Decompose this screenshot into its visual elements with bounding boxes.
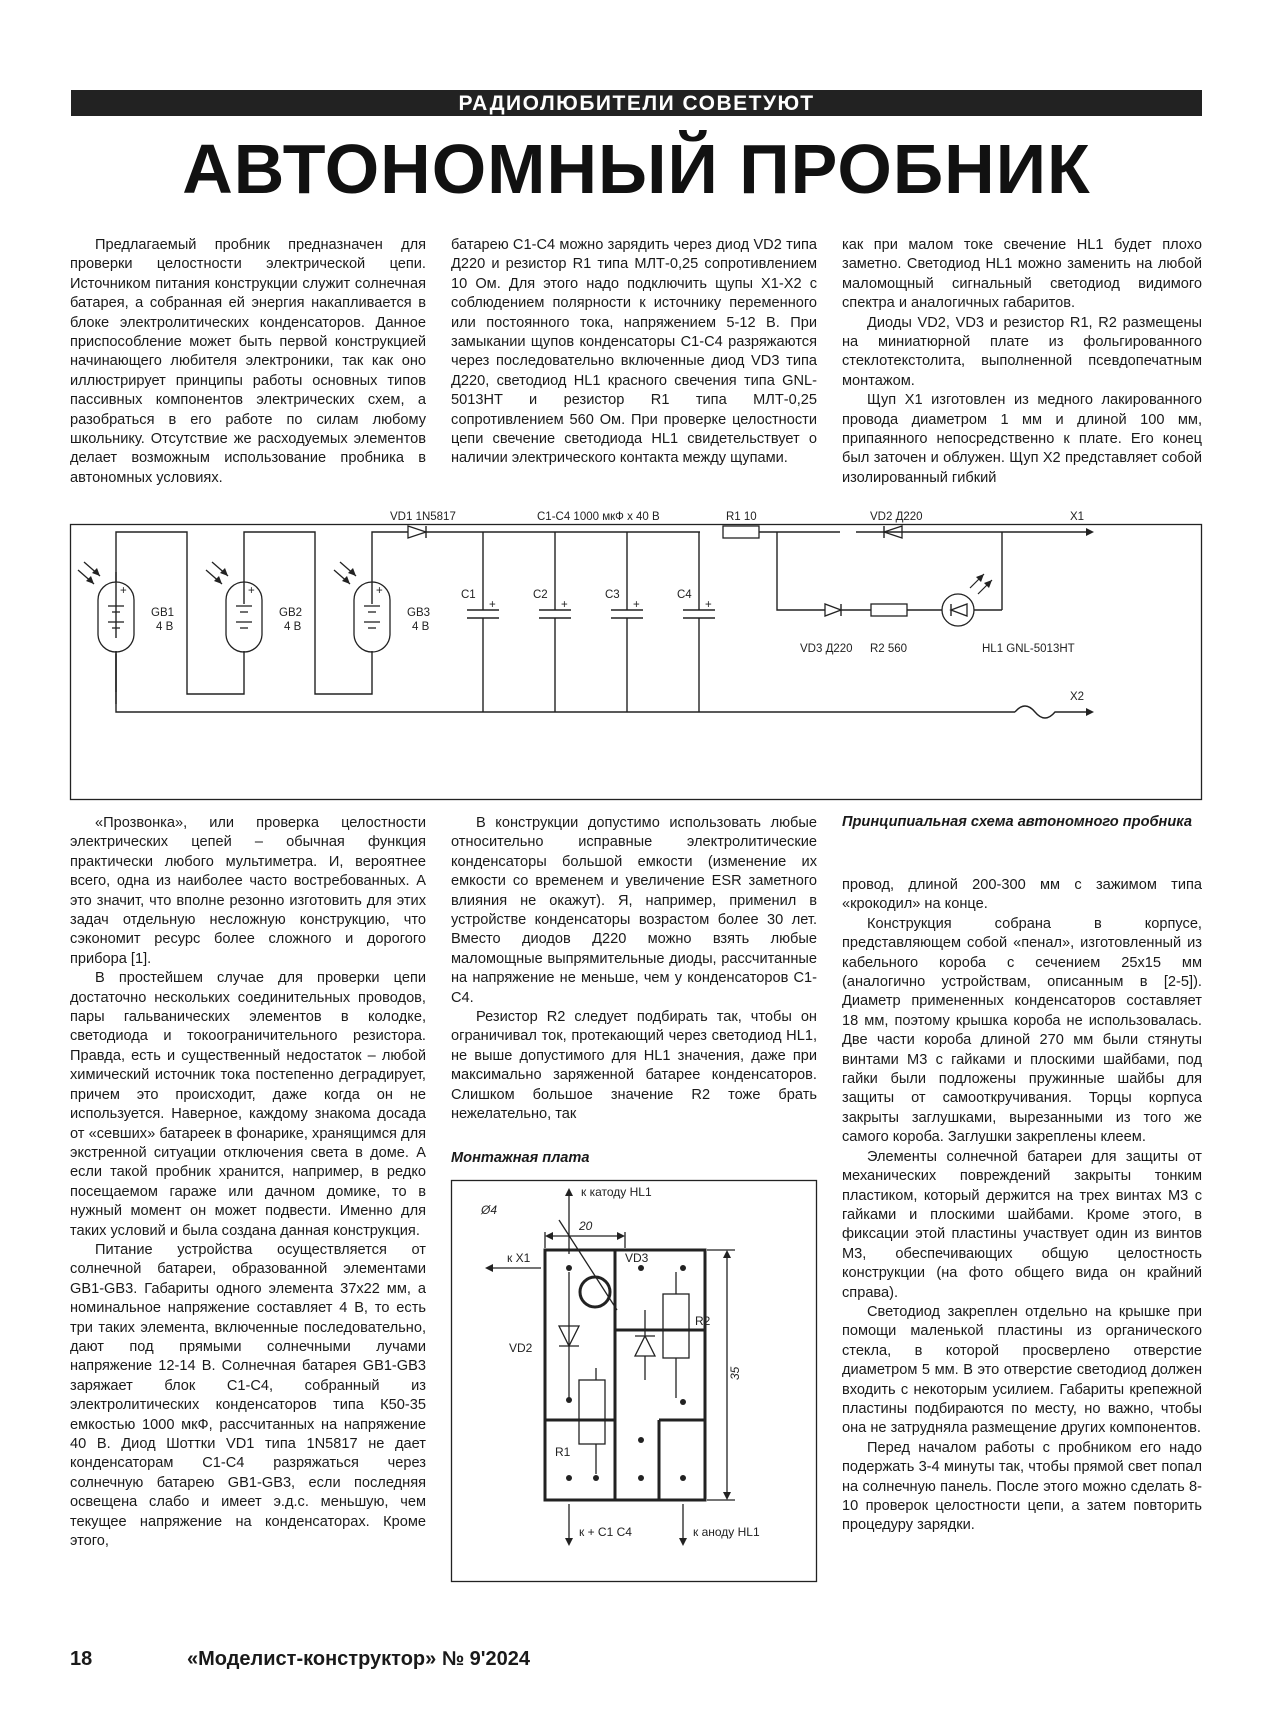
to-c1-label: к + C1 C4 [579,1525,632,1539]
plus-sign: + [376,585,383,597]
battery-name: GB3 [407,607,431,619]
to-cathode-label: к катоду HL1 [581,1185,652,1199]
label-c4: C4 [677,589,692,601]
circuit-schematic [70,511,1202,800]
circuit-board-drawing [451,1180,817,1582]
column-2-top [451,236,817,512]
paragraph: Предлагаемый пробник предназначен для проверки целостности электрической цепи. Источником питания конструкции служит солнечная батарея, а собранная ей энергия накапливается в блоке электролитических конденсаторов. Данное приспособление может быть первой конструкцией начинающего любителя электроники, так как оно иллюстрирует принципы работы основных типов пассивных компонентов электрических схем, а разобраться в его работе по силам любому школьнику. Отсутствие же расходуемых элементов делает возможным использование пробника в автономных условиях. [70,237,426,486]
plus-sign: + [120,585,127,597]
paragraph: Диоды VD2, VD3 и резистор R1, R2 размещены на миниатюрной плате из фольгированного стеклотекстолита, выполненной псевдопечатным монтажом. [842,314,1202,389]
column-1-top [70,236,426,512]
paragraph: Питание устройства осуществляется от солнечной батареи, образованной элементами GB1-GB3. Габариты одного элемента 37x22 мм, а номинальное напряжение составляет 4 В, то есть три таких элемента, включенные последовательно, дают под прямыми солнечными лучами напряжение 12-14 В. Солнечная батарея GB1-GB3 заряжает блок С1-С4, собранный из электролитических конденсаторов типа К50-35 емкостью 1000 мкФ, рассчитанных на напряжение 40 В. Диод Шоттки VD1 типа 1N5817 не дает конденсаторам С1-С4 разряжаться через солнечную батарею GB1-GB3, если последняя освещена слабо и имеет э.д.с. меньшую, чем текущее напряжение на конденсаторах. Кроме этого, [70,1241,426,1550]
label-c1: C1 [461,589,476,601]
column-1-bottom [70,814,426,1594]
vd3-label: VD3 [625,1251,649,1265]
page-number: 18 [70,1648,93,1670]
plus-sign: + [705,599,712,611]
column-3-top [842,236,1202,512]
board-caption: Монтажная плата [451,1150,590,1166]
paragraph: провод, длиной 200-300 мм с зажимом типа «крокодил» на конце. [842,877,1202,913]
x1-label: к Х1 [507,1251,531,1265]
width-dimension: 20 [579,1219,593,1233]
battery-name: GB2 [279,607,303,619]
label-c3: C3 [605,589,620,601]
plus-sign: + [248,585,255,597]
label-vd2: VD2 Д220 [870,511,923,523]
paragraph: Резистор R2 следует подбирать так, чтобы он ограничивал ток, протекающий через светодиод HL1, не выше допустимого для HL1 значения, даже при максимально заряженной батарее конденсаторов. Слишком большое значение R2 тоже брать нежелательно, так [451,1009,817,1123]
paragraph: В простейшем случае для проверки цепи достаточно нескольких соединительных проводов, пары гальванических элементов в колодке, светодиода и токоограничительного резистора. Правда, есть и существенный недостаток – любой химический источник тока постепенно деградирует, причем это происходит, даже когда он не используется. Наверное, каждому знакома досада от «севших» батареек в фонарике, хранящимся для экстренной ситуации отключения света в доме. А если такой пробник хранится, например, в редко посещаемом гараже или дачном домике, то в нужный момент он может подвести. Именно для таких условий и была создана данная конструкция. [70,970,426,1239]
r1-label: R1 [555,1445,571,1459]
paragraph: В конструкции допустимо использовать любые относительно исправные электролитические конденсаторы большой емкости (изменение их емкости со временем и увеличение ESR заметного влияния не окажут). Я, например, применил в устройстве конденсаторы возрастом более 30 лет. Вместо диодов Д220 можно взять любые маломощные выпрямительные диоды, рассчитанные на напряжение не меньше, чем у конденсаторов С1-С4. [451,815,817,1006]
to-anode-label: к аноду HL1 [693,1525,760,1539]
battery-voltage: 4 В [412,621,430,633]
label-r1: R1 10 [726,511,757,523]
section-title: РАДИОЛЮБИТЕЛИ СОВЕТУЮТ [458,91,815,115]
paragraph: Щуп Х1 изготовлен из медного лакированного провода диаметром 1 мм и длиной 100 мм, припаянного непосредственно к плате. Его конец был заточен и облужен. Щуп Х2 представляет собой изолированный гибкий [842,392,1202,486]
column-2-bottom [451,814,817,1140]
paragraph: «Прозвонка», или проверка целостности электрических цепей – обычная функция практически любого мультиметра. И, вероятнее всего, одна из наиболее часто востребованных. А это значит, что вполне резонно изготовить для этих задач отдельную несложную конструкцию, что сэкономит ресурс более сложного и дорогого прибора [1]. [70,815,426,967]
label-capacitors: С1-С4 1000 мкФ х 40 В [537,511,660,523]
battery-voltage: 4 В [284,621,302,633]
paragraph: батарею С1-С4 можно зарядить через диод VD2 типа Д220 и резистор R1 типа МЛТ-0,25 сопротивлением 10 Ом. Для этого надо подключить щупы Х1-Х2 с соблюдением полярности к источнику переменного или постоянного тока, напряжением 5-12 В. При замыкании щупов конденсаторы С1-С4 разряжаются через последовательно включенные диод VD3 типа Д220, светодиод HL1 красного свечения типа GNL-5013HT и резистор R1 типа МЛТ-0,25 сопротивлением 560 Ом. При проверке целостности цепи свечение светодиода HL1 свидетельствует о наличии электрического контакта между щупами. [451,237,817,467]
label-hl1: HL1 GNL-5013HT [982,643,1075,655]
article-title: АВТОНОМНЫЙ ПРОБНИК [182,130,1091,208]
label-c2: C2 [533,589,548,601]
paragraph: Элементы солнечной батареи для защиты от механических повреждений закрыты тонким пластиком, который держится на трех винтах М3 с гайками и плоскими шайбами. Кроме этого, в фиксации этой пластины участвует один из винтов М3, обеспечивающих общую целостность конструкции (на фото общего вида он крайний справа). [842,1148,1202,1301]
plus-sign: + [489,599,496,611]
paragraph: Перед началом работы с пробником его надо подержать 3-4 минуты так, чтобы прямой свет попал на солнечную панель. После этого можно сделать 8-10 проверок целостности цепи, а затем повторить процедуру зарядки. [842,1439,1202,1534]
battery-voltage: 4 В [156,621,174,633]
plus-sign: + [633,599,640,611]
label-vd1: VD1 1N5817 [390,511,456,523]
paragraph: Светодиод закреплен отдельно на крышке при помощи маленькой пластины из органического стекла, в которой просверлено отверстие диаметром 5 мм. В это отверстие светодиод должен входить с некоторым усилием. Габариты крепежной пластины подбираются по месту, но важно, чтобы она не затрудняла размещение других компонентов. [842,1303,1202,1437]
height-dimension: 35 [728,1366,742,1380]
vd2-label: VD2 [509,1341,533,1355]
battery-name: GB1 [151,607,175,619]
hole-diameter-label: Ø4 [481,1203,498,1217]
r2-label: R2 [695,1314,711,1328]
paragraph: как при малом токе свечение HL1 будет плохо заметно. Светодиод HL1 можно заменить на любой маломощный сигнальный светодиод видимого спектра и аналогичных габаритов. [842,237,1202,312]
section-header-bar [71,90,1202,116]
magazine-title: «Моделист-конструктор» № 9'2024 [187,1648,531,1670]
plus-sign: + [561,599,568,611]
label-x2: X2 [1070,691,1085,703]
schematic-caption: Принципиальная схема автономного пробника [842,814,1192,830]
paragraph: Конструкция собрана в корпусе, представляющем собой «пенал», изготовленный из кабельного короба с сечением 25x15 мм (аналогично устройствам, описанным в [2-5]). Диаметр примененных конденсаторов составляет 18 мм, поэтому крышка короба не использовалась. Две части короба длиной 270 мм были стянуты винтами М3 с гайками и плоскими шайбами, под гайки были подложены пружинные шайбы для защиты от самооткручивания. Торцы корпуса закрыты заглушками, вырезанными из того же самого короба. Заглушки закреплены клеем. [842,915,1202,1146]
label-x1: X1 [1070,511,1085,523]
label-r2: R2 560 [870,643,908,655]
label-vd3: VD3 Д220 [800,643,853,655]
column-3-bottom [842,876,1202,1596]
